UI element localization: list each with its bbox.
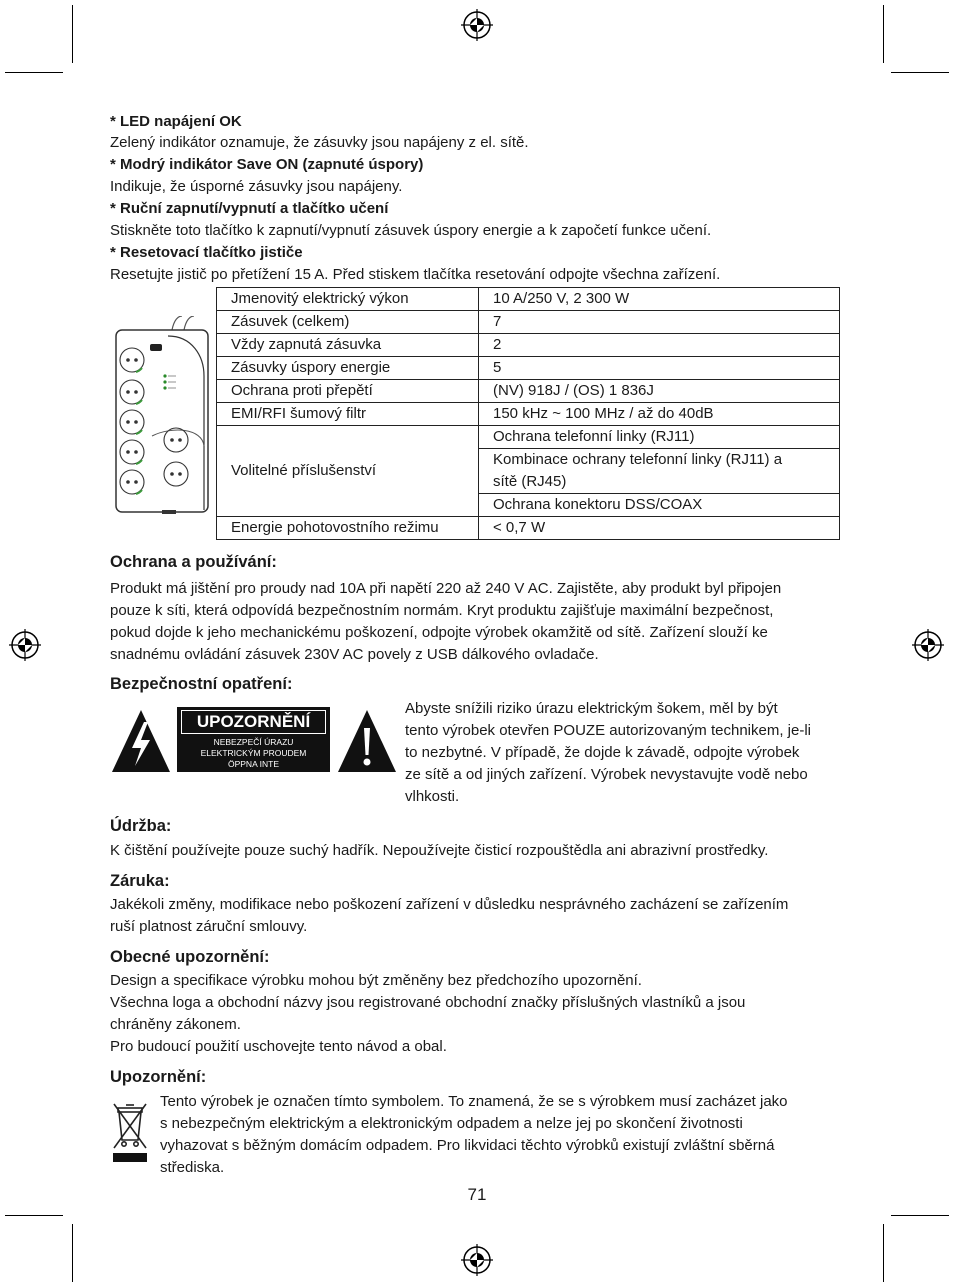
section-heading: Upozornění: bbox=[110, 1068, 207, 1086]
table-cell-label: EMI/RFI šumový filtr bbox=[217, 403, 479, 426]
section-paragraph bbox=[405, 698, 811, 808]
paragraph-line: to nezbytné. V případě, že dojde k závadě, odpojte výrobek bbox=[405, 744, 800, 761]
table-cell-value: Ochrana telefonní linky (RJ11) bbox=[479, 426, 840, 449]
registration-mark-icon bbox=[461, 9, 493, 41]
power-strip-illustration bbox=[112, 316, 212, 516]
table-cell-label: Volitelné příslušenství bbox=[217, 426, 479, 517]
paragraph-line: Produkt má jištění pro proudy nad 10A při napětí 220 až 240 V AC. Zajistěte, aby produkt byl připojen bbox=[110, 580, 782, 597]
crop-mark bbox=[72, 1224, 73, 1282]
paragraph-line: střediska. bbox=[160, 1159, 225, 1176]
section-heading: Bezpečnostní opatření: bbox=[110, 675, 293, 693]
table-cell-value: (NV) 918J / (OS) 1 836J bbox=[479, 380, 840, 403]
feature-text: Zelený indikátor oznamuje, že zásuvky jsou napájeny z el. sítě. bbox=[110, 134, 529, 151]
paragraph-line: Tento výrobek je označen tímto symbolem. To znamená, že se s výrobkem musí zacházet jako bbox=[160, 1093, 788, 1110]
table-cell-value: 150 kHz ~ 100 MHz / až do 40dB bbox=[479, 403, 840, 426]
section-heading: Údržba: bbox=[110, 817, 172, 835]
feature-title: * Ruční zapnutí/vypnutí a tlačítko učení bbox=[110, 200, 389, 217]
paragraph-line: Abyste snížili riziko úrazu elektrickým šokem, měl by být bbox=[405, 700, 778, 717]
paragraph-line: Jakékoli změny, modifikace nebo poškození zařízení v důsledku nesprávného zacházení se zařízením bbox=[110, 896, 789, 913]
paragraph-line: tento výrobek otevřen POUZE autorizovaným technikem, je-li bbox=[405, 722, 812, 739]
section-paragraph bbox=[110, 578, 850, 666]
paragraph-line: Všechna loga a obchodní názvy jsou registrované obchodní značky příslušných vlastníků a jsou bbox=[110, 994, 746, 1011]
section-heading: Ochrana a používání: bbox=[110, 553, 277, 571]
specification-table bbox=[216, 287, 840, 540]
paragraph-line: snadnému ovládání zásuvek 230V AC povely z USB dálkového ovladače. bbox=[110, 646, 599, 663]
registration-mark-icon bbox=[461, 1244, 493, 1276]
warning-label bbox=[177, 707, 330, 772]
section-paragraph bbox=[110, 840, 850, 862]
section-paragraph bbox=[110, 970, 850, 1058]
section-heading: Záruka: bbox=[110, 872, 170, 890]
feature-title: * Resetovací tlačítko jističe bbox=[110, 244, 303, 261]
warning-label-line: ÖPPNA INTE bbox=[227, 759, 279, 769]
table-row bbox=[217, 380, 840, 403]
table-row bbox=[217, 426, 840, 449]
paragraph-line: chráněny zákonem. bbox=[110, 1016, 241, 1033]
feature-text: Resetujte jistič po přetížení 15 A. Před stiskem tlačítka resetování odpojte všechna zařízení. bbox=[110, 266, 721, 283]
table-cell-value: 7 bbox=[479, 311, 840, 334]
table-row bbox=[217, 288, 840, 311]
table-cell-value: < 0,7 W bbox=[479, 517, 840, 540]
warning-label-line: NEBEZPEČÍ ÚRAZU bbox=[213, 737, 294, 747]
table-cell-label: Energie pohotovostního režimu bbox=[217, 517, 479, 540]
crop-mark bbox=[883, 5, 884, 63]
feature-text: Indikuje, že úsporné zásuvky jsou napájeny. bbox=[110, 178, 403, 195]
feature-text: Stiskněte toto tlačítko k zapnutí/vypnutí zásuvek úspory energie a k započetí funkce učení. bbox=[110, 222, 712, 239]
paragraph-line: s nebezpečným elektrickým a elektronickým odpadem a nelze jej po skončení životnosti bbox=[160, 1115, 743, 1132]
lightning-warning-icon bbox=[110, 708, 172, 774]
table-row bbox=[217, 334, 840, 357]
section-heading: Obecné upozornění: bbox=[110, 948, 270, 966]
table-row bbox=[217, 311, 840, 334]
weee-bin-icon bbox=[110, 1100, 150, 1166]
crop-mark bbox=[883, 1224, 884, 1282]
crop-mark bbox=[891, 1215, 949, 1216]
table-cell-value: 2 bbox=[479, 334, 840, 357]
registration-mark-icon bbox=[912, 629, 944, 661]
table-cell-value: 10 A/250 V, 2 300 W bbox=[479, 288, 840, 311]
registration-mark-icon bbox=[9, 629, 41, 661]
table-cell-label: Zásuvky úspory energie bbox=[217, 357, 479, 380]
paragraph-line: Design a specifikace výrobku mohou být změněny bez předchozího upozornění. bbox=[110, 972, 642, 989]
table-cell-label: Zásuvek (celkem) bbox=[217, 311, 479, 334]
table-cell-label: Vždy zapnutá zásuvka bbox=[217, 334, 479, 357]
table-cell-line: sítě (RJ45) bbox=[493, 473, 567, 490]
feature-title: * Modrý indikátor Save ON (zapnuté úspory) bbox=[110, 156, 424, 173]
paragraph-line: pouze k síti, která odpovídá bezpečnostním normám. Kryt produktu zajišťuje maximální bezpečnost, bbox=[110, 602, 774, 619]
paragraph-line: Pro budoucí použití uschovejte tento návod a obal. bbox=[110, 1038, 447, 1055]
warning-label-title: UPOZORNĚNÍ bbox=[181, 710, 326, 734]
table-row bbox=[217, 403, 840, 426]
paragraph-line: pokud dojde k jeho mechanickému poškození, odpojte výrobek okamžitě od sítě. Zařízení slouží ke bbox=[110, 624, 768, 641]
paragraph-line: ze sítě a od jiných zařízení. Výrobek nevystavujte vodě nebo bbox=[405, 766, 808, 783]
crop-mark bbox=[5, 72, 63, 73]
table-row bbox=[217, 517, 840, 540]
warning-label-line: ELEKTRICKÝM PROUDEM bbox=[200, 748, 307, 758]
table-cell-value bbox=[479, 449, 840, 494]
section-paragraph bbox=[160, 1091, 788, 1179]
table-cell-value: Ochrana konektoru DSS/COAX bbox=[479, 494, 840, 517]
crop-mark bbox=[5, 1215, 63, 1216]
section-paragraph bbox=[110, 894, 850, 938]
paragraph-line: K čištění používejte pouze suchý hadřík. Nepoužívejte čisticí rozpouštědla ani abrazivní prostředky. bbox=[110, 842, 769, 859]
table-cell-label: Ochrana proti přepětí bbox=[217, 380, 479, 403]
crop-mark bbox=[72, 5, 73, 63]
paragraph-line: vlhkosti. bbox=[405, 788, 460, 805]
page-number: 71 bbox=[467, 1185, 487, 1204]
table-cell-label: Jmenovitý elektrický výkon bbox=[217, 288, 479, 311]
crop-mark bbox=[891, 72, 949, 73]
feature-title: * LED napájení OK bbox=[110, 113, 242, 130]
paragraph-line: ruší platnost záruční smlouvy. bbox=[110, 918, 308, 935]
table-cell-value: 5 bbox=[479, 357, 840, 380]
paragraph-line: vyhazovat s běžným domácím odpadem. Pro likvidaci těchto výrobků existují zvláštní sběrná bbox=[160, 1137, 775, 1154]
table-row bbox=[217, 357, 840, 380]
table-cell-line: Kombinace ochrany telefonní linky (RJ11) a bbox=[493, 451, 783, 468]
exclamation-warning-icon bbox=[336, 708, 398, 774]
